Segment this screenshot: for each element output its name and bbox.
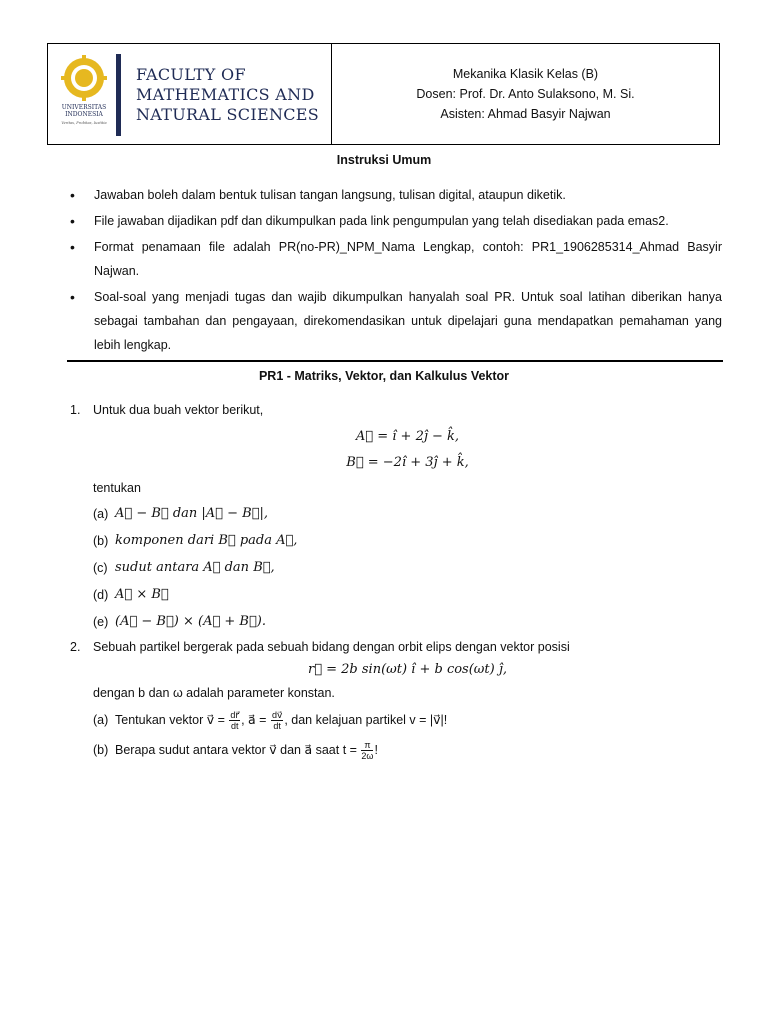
subpart-text: [115, 738, 378, 762]
subpart-d: [93, 581, 722, 608]
seal-text-2: INDONESIA: [65, 111, 103, 118]
faculty-line-1: FACULTY OF: [136, 65, 246, 84]
faculty-line-2: MATHEMATICS AND: [136, 85, 315, 104]
fraction-denominator: dt: [273, 721, 281, 732]
instruction-text: Jawaban boleh dalam bentuk tulisan tangan langsung, tulisan digital, ataupun diketik.: [94, 188, 566, 202]
derivative-fraction: [229, 710, 240, 731]
bullet-icon: •: [70, 187, 75, 203]
instructions-list: [70, 183, 722, 359]
subpart-text: A⃗ − B⃗ dan |A⃗ − B⃗|,: [115, 505, 269, 521]
subpart-label: (a): [93, 713, 109, 727]
subpart-text: (A⃗ − B⃗) × (A⃗ + B⃗).: [115, 613, 266, 629]
fraction-numerator: dr⃗: [230, 710, 240, 721]
subpart-e: [93, 608, 722, 635]
equation-a: A⃗ = ı̂ + 2ȷ̂ − k̂,: [355, 429, 460, 444]
problem-number: 1.: [70, 403, 81, 417]
instruction-text: Format penamaan file adalah PR(no-PR)_NPM_Nama Lengkap, contoh: PR1_1906285314_Ahmad Basyir Najwan.: [94, 240, 722, 278]
problem-number: 2.: [70, 640, 81, 654]
subpart-label: (b): [93, 533, 109, 548]
bullet-icon: •: [70, 289, 75, 305]
course-info: [332, 44, 719, 144]
problem-intro: Untuk dua buah vektor berikut,: [93, 403, 264, 417]
fraction-denominator: 2ω: [361, 751, 374, 762]
seal-text-1: UNIVERSITAS: [61, 104, 107, 111]
fraction-numerator: dv⃗: [271, 710, 283, 721]
problem-2: [70, 635, 722, 765]
subpart-label: (c): [93, 560, 108, 575]
subpart-text-pre: Berapa sudut antara vektor v⃗ dan a⃗ saat t =: [115, 743, 357, 757]
logo-divider: [116, 54, 121, 136]
header-box: [47, 43, 720, 145]
faculty-name: [136, 65, 319, 125]
subpart-b: [93, 735, 722, 765]
faculty-logo: [48, 44, 332, 144]
subpart-text-post: , dan kelajuan partikel v = |v⃗|!: [284, 713, 448, 727]
subpart-text-pre: Tentukan vektor v⃗ =: [115, 713, 225, 727]
problem-list: [70, 398, 722, 765]
fraction-denominator: dt: [230, 721, 239, 732]
list-item: [70, 209, 722, 233]
bullet-icon: •: [70, 239, 75, 255]
list-item: [70, 183, 722, 207]
pr-title: PR1 - Matriks, Vektor, dan Kalkulus Vektor: [258, 369, 510, 383]
instruction-text: File jawaban dijadikan pdf dan dikumpulkan pada link pengumpulan yang telah disediakan pada emas2.: [94, 214, 669, 228]
list-item: [70, 285, 722, 357]
problem-1: [70, 398, 722, 635]
position-equation: r⃗ = 2b sin(ωt) ı̂ + b cos(ωt) ȷ̂,: [307, 662, 507, 677]
seal-motto: Veritas, Probitas, Iustitia: [61, 121, 107, 125]
fraction-numerator: π: [361, 740, 373, 751]
university-seal-icon: [55, 54, 113, 134]
assistant-name: Asisten: Ahmad Basyir Najwan: [440, 107, 611, 121]
subpart-text: komponen dari B⃗ pada A⃗,: [115, 532, 298, 548]
list-item: [70, 235, 722, 283]
subpart-text-mid: , a⃗ =: [241, 713, 267, 727]
bullet-icon: •: [70, 213, 75, 229]
subpart-label: (e): [93, 614, 109, 629]
problem-params: dengan b dan ω adalah parameter konstan.: [93, 686, 335, 700]
problem-intro: Sebuah partikel bergerak pada sebuah bidang dengan orbit elips dengan vektor posisi: [93, 640, 570, 654]
subpart-c: [93, 554, 722, 581]
subpart-text: A⃗ × B⃗: [115, 586, 169, 602]
subpart-label: (d): [93, 587, 109, 602]
instruction-text: Soal-soal yang menjadi tugas dan wajib dikumpulkan hanyalah soal PR. Untuk soal latihan diberikan hanya sebagai tambahan dan pengayaan, direkomendasikan untuk dipelajari guna mendapatkan pemahaman yang lebih lengkap.: [94, 290, 722, 352]
time-fraction: [361, 740, 373, 761]
subpart-text: sudut antara A⃗ dan B⃗,: [115, 559, 275, 575]
subpart-a: [93, 500, 722, 527]
faculty-line-3: NATURAL SCIENCES: [136, 105, 320, 124]
instructions-title: Instruksi Umum: [336, 153, 432, 167]
subpart-label: (b): [93, 743, 109, 757]
subpart-text: [115, 708, 447, 732]
derivative-fraction: [271, 710, 283, 731]
subpart-a: [93, 705, 722, 735]
equation-b: B⃗ = −2ı̂ + 3ȷ̂ + k̂,: [346, 455, 469, 470]
section-divider: [67, 360, 723, 362]
lecturer-name: Dosen: Prof. Dr. Anto Sulaksono, M. Si.: [416, 87, 635, 101]
course-name: Mekanika Klasik Kelas (B): [452, 67, 599, 81]
subpart-b: [93, 527, 722, 554]
subpart-label: (a): [93, 506, 109, 521]
problem-prompt: tentukan: [93, 481, 141, 495]
subpart-text-post: !: [374, 743, 378, 757]
